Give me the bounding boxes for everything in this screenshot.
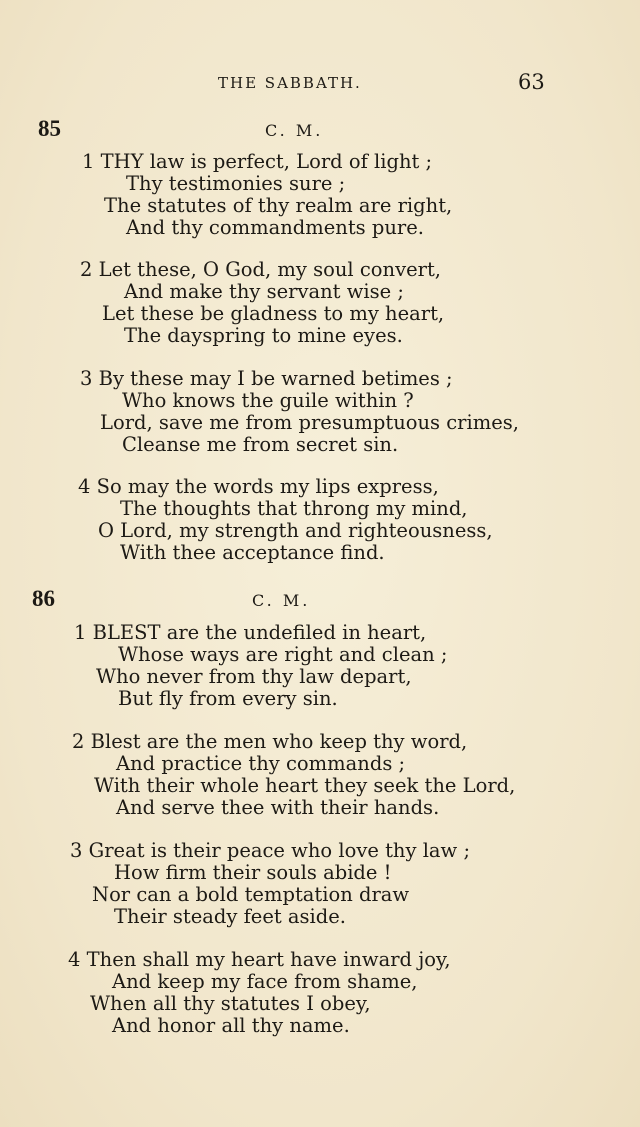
- running-head: THE SABBATH.: [218, 74, 362, 92]
- stanza-line: Lord, save me from presumptuous crimes,: [100, 411, 519, 434]
- stanza-line: 1 BLEST are the undefiled in heart,: [74, 621, 427, 644]
- stanza-line: The dayspring to mine eyes.: [124, 324, 403, 347]
- stanza-line: 4 Then shall my heart have inward joy,: [68, 948, 451, 971]
- verse-number: 4: [78, 475, 91, 498]
- stanza-line: And make thy servant wise ;: [124, 280, 404, 303]
- hymn-number: 86: [32, 586, 55, 611]
- stanza-line: And keep my face from shame,: [112, 970, 418, 993]
- stanza-line: Nor can a bold temptation draw: [92, 883, 410, 906]
- verse-number: 4: [68, 948, 81, 971]
- hymn-number: 85: [38, 116, 61, 141]
- verse-number: 2: [72, 730, 85, 753]
- stanza-line: And practice thy commands ;: [116, 752, 406, 775]
- stanza-line: When all thy statutes I obey,: [90, 992, 371, 1015]
- verse-number: 1: [82, 150, 95, 173]
- stanza-line: With thee acceptance find.: [120, 541, 385, 564]
- page-number: 63: [518, 70, 545, 94]
- stanza-line: With their whole heart they seek the Lord,: [94, 774, 516, 797]
- stanza-line: And serve thee with their hands.: [116, 796, 440, 819]
- stanza-line: 2 Let these, O God, my soul convert,: [80, 258, 441, 281]
- stanza-line: 3 By these may I be warned betimes ;: [80, 367, 453, 390]
- stanza-line: And thy commandments pure.: [126, 216, 424, 239]
- hymn-meter: C. M.: [252, 591, 311, 610]
- stanza-line: How firm their souls abide !: [114, 861, 392, 884]
- stanza-line: 1 THY law is perfect, Lord of light ;: [82, 150, 433, 173]
- stanza-line: 4 So may the words my lips express,: [78, 475, 439, 498]
- stanza-line: 2 Blest are the men who keep thy word,: [72, 730, 468, 753]
- verse-number: 3: [70, 839, 83, 862]
- stanza-line: And honor all thy name.: [112, 1014, 350, 1037]
- verse-number: 2: [80, 258, 93, 281]
- verse-number: 1: [74, 621, 87, 644]
- stanza-line: But fly from every sin.: [118, 687, 338, 710]
- stanza-line: 3 Great is their peace who love thy law ;: [70, 839, 471, 862]
- stanza-line: The statutes of thy realm are right,: [104, 194, 453, 217]
- stanza-line: The thoughts that throng my mind,: [120, 497, 468, 520]
- verse-number: 3: [80, 367, 93, 390]
- hymn-meter: C. M.: [265, 121, 324, 140]
- stanza-line: Let these be gladness to my heart,: [102, 302, 445, 325]
- stanza-line: Their steady feet aside.: [114, 905, 346, 928]
- stanza-line: O Lord, my strength and righteousness,: [98, 519, 493, 542]
- stanza-line: Who never from thy law depart,: [96, 665, 412, 688]
- stanza-line: Thy testimonies sure ;: [126, 172, 346, 195]
- stanza-line: Whose ways are right and clean ;: [118, 643, 448, 666]
- stanza-line: Who knows the guile within ?: [122, 389, 414, 412]
- stanza-line: Cleanse me from secret sin.: [122, 433, 399, 456]
